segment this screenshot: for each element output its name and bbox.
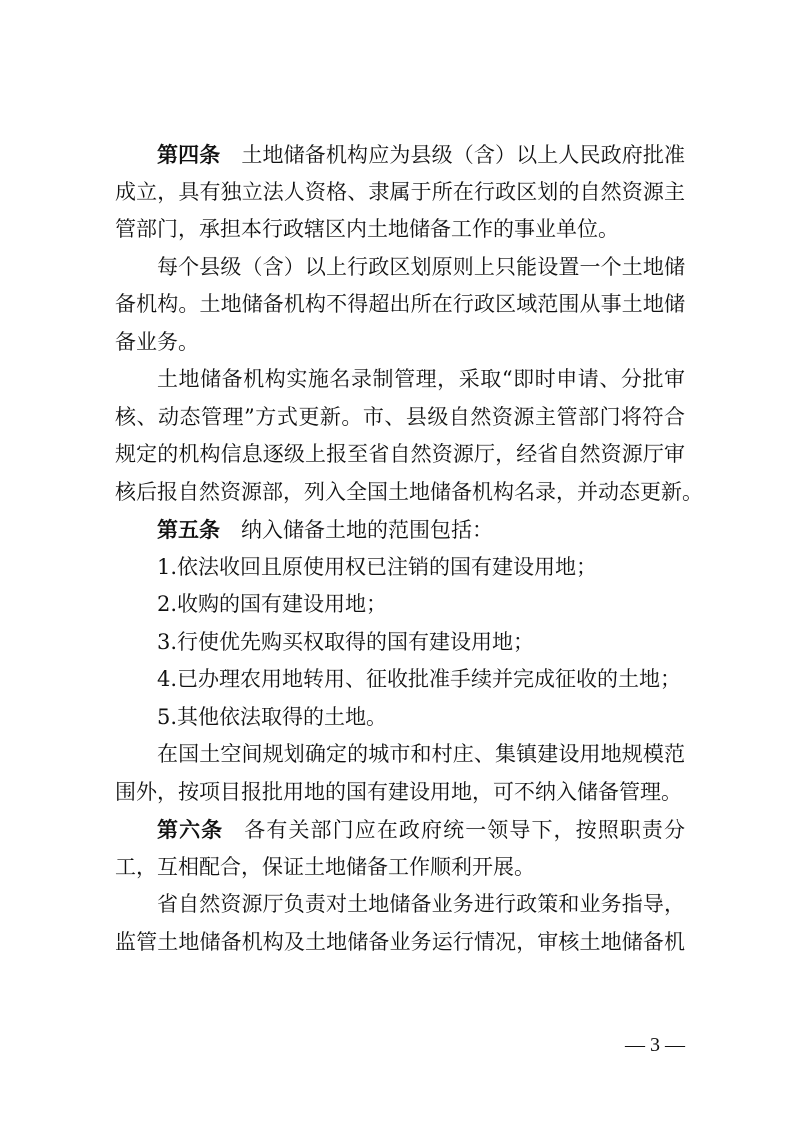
line-text: 1.依法收回且原使用权已注销的国有建设用地； <box>157 554 598 579</box>
line-text: 规定的机构信息逐级上报至省自然资源厅，经省自然资源厅审 <box>115 442 685 466</box>
document-body <box>115 136 703 961</box>
text-line <box>115 849 685 887</box>
paragraph <box>115 361 703 511</box>
line-text: 各有关部门应在政府统一领导下，按照职责分 <box>244 818 686 842</box>
line-text: 围外，按项目报批用地的国有建设用地，可不纳入储备管理。 <box>115 779 682 804</box>
line-text: 在国土空间规划确定的城市和村庄、集镇建设用地规模范 <box>157 742 685 766</box>
text-line <box>115 174 685 212</box>
text-line <box>115 549 685 587</box>
line-text: 监管土地储备机构及土地储备业务运行情况，审核土地储备机 <box>115 929 685 954</box>
article-heading: 第五条 <box>157 517 220 542</box>
text-line <box>115 136 685 174</box>
line-text: 管部门，承担本行政辖区内土地储备工作的事业单位。 <box>115 217 619 241</box>
text-line <box>115 774 685 812</box>
paragraph <box>115 249 685 362</box>
line-text: 备业务。 <box>115 329 199 354</box>
text-line <box>115 886 685 924</box>
paragraph <box>115 586 685 624</box>
text-line <box>115 661 685 699</box>
text-line <box>115 924 685 962</box>
paragraph <box>115 661 685 699</box>
text-line <box>115 699 685 737</box>
text-line <box>115 211 685 249</box>
paragraph <box>115 624 685 662</box>
paragraph <box>115 511 685 549</box>
text-line <box>115 399 685 437</box>
line-text: 3.行使优先购买权取得的国有建设用地； <box>157 629 535 654</box>
article-heading: 第六条 <box>157 817 224 842</box>
text-line <box>115 811 685 849</box>
line-text: 土地储备机构应为县级（含）以上人民政府批准 <box>241 143 686 167</box>
line-text: 核、动态管理”方式更新。市、县级自然资源主管部门将符合 <box>115 404 685 429</box>
text-line <box>115 249 685 287</box>
line-text: 土地储备机构实施名录制管理，采取“即时申请、分批审 <box>157 367 685 391</box>
text-line <box>115 286 685 324</box>
line-text: 备机构。土地储备机构不得超出所在行政区域范围从事土地储 <box>115 292 685 316</box>
text-line <box>115 361 685 399</box>
paragraph <box>115 811 685 886</box>
paragraph <box>115 699 685 737</box>
text-line <box>115 324 685 362</box>
text-line <box>115 624 685 662</box>
text-line <box>115 474 703 512</box>
line-text: 核后报自然资源部，列入全国土地储备机构名录，并动态更新。 <box>115 479 703 504</box>
article-heading: 第四条 <box>157 142 221 167</box>
line-text: 4.已办理农用地转用、征收批准手续并完成征收的土地； <box>157 667 682 691</box>
text-line <box>115 736 685 774</box>
paragraph <box>115 736 685 811</box>
line-text: 5.其他依法取得的土地。 <box>157 704 388 729</box>
line-text: 省自然资源厅负责对土地储备业务进行政策和业务指导， <box>157 892 685 916</box>
line-text: 纳入储备土地的范围包括： <box>241 518 493 542</box>
paragraph <box>115 136 685 249</box>
line-text: 成立，具有独立法人资格、隶属于所在行政区划的自然资源主 <box>115 179 685 204</box>
line-text: 每个县级（含）以上行政区划原则上只能设置一个土地储 <box>157 254 685 279</box>
line-text: 工，互相配合，保证土地储备工作顺利开展。 <box>115 854 535 879</box>
text-line <box>115 511 685 549</box>
text-line <box>115 436 685 474</box>
page-number: — 3 — <box>625 1034 685 1056</box>
line-text: 2.收购的国有建设用地； <box>157 592 388 616</box>
paragraph <box>115 886 685 961</box>
text-line <box>115 586 685 624</box>
paragraph <box>115 549 685 587</box>
